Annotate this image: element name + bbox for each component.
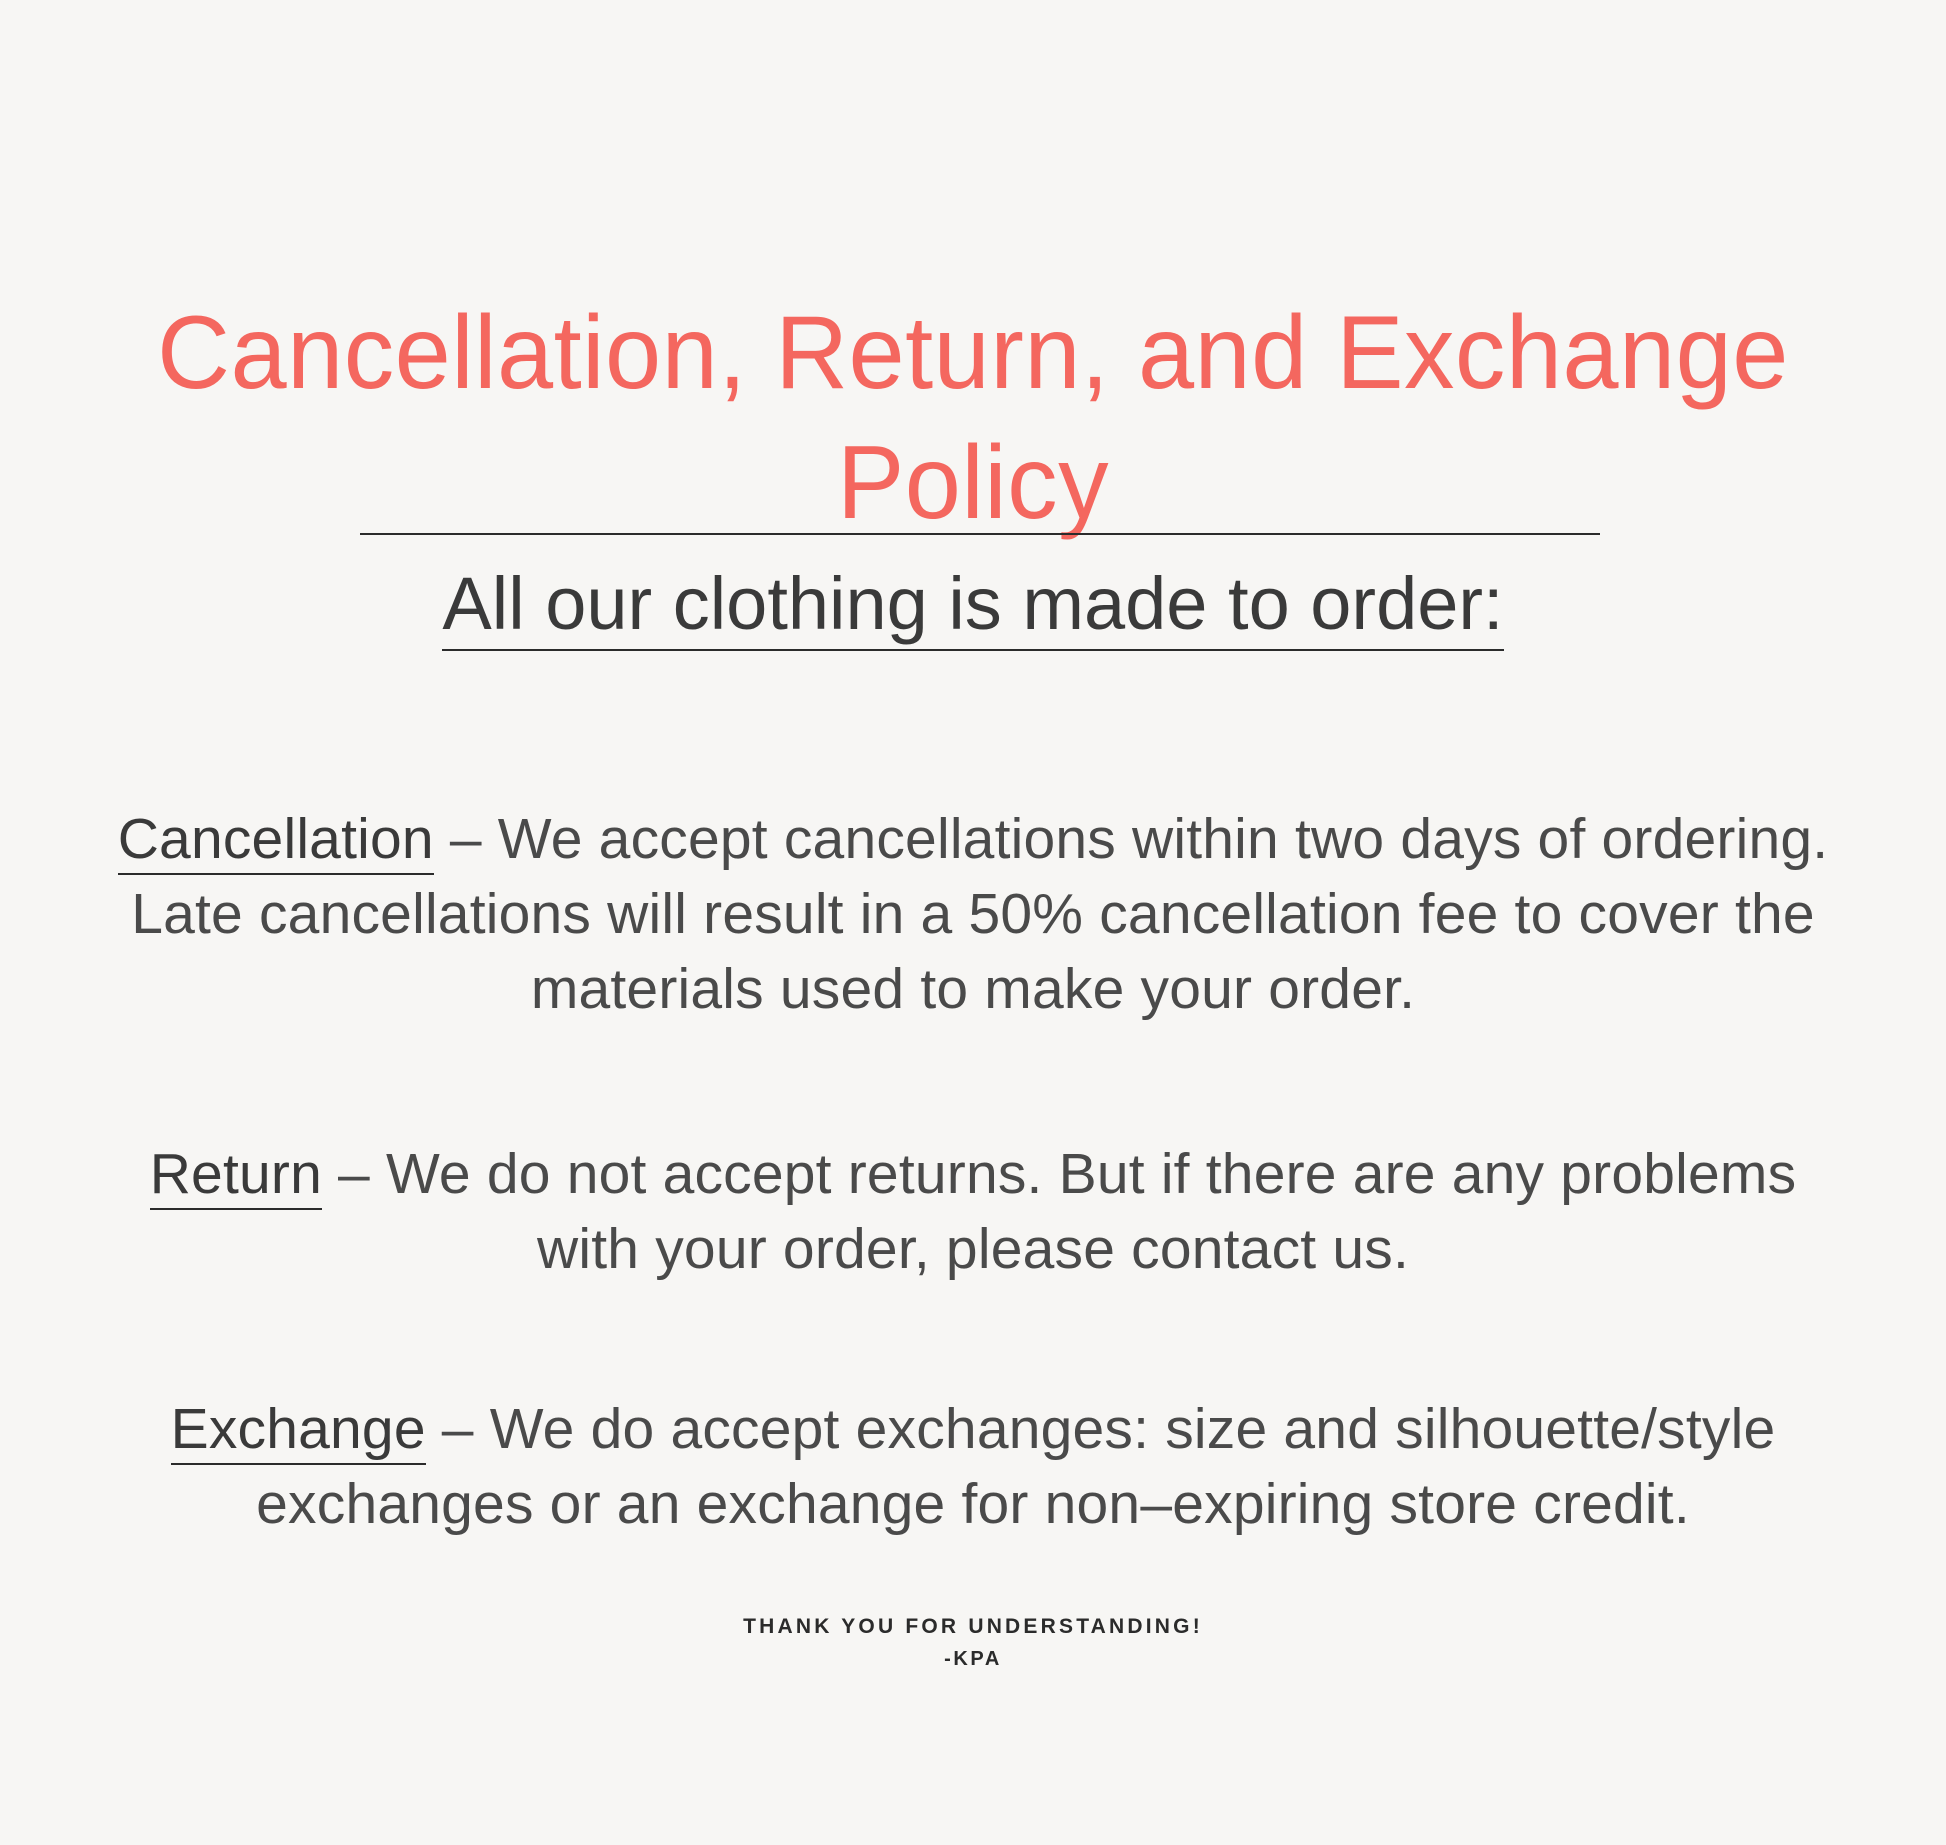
section-return-lead: Return (150, 1142, 322, 1210)
section-cancellation-text: – We accept cancellations within two days of ordering. Late cancellations will result in a 50% cancellation fee to cover the materials used to make your order. (131, 807, 1829, 1022)
page-title: Cancellation, Return, and Exchange Policy (157, 294, 1789, 541)
footer-thanks: THANK YOU FOR UNDERSTANDING! (743, 1615, 1203, 1638)
section-exchange (110, 1392, 1836, 1542)
section-return (110, 1137, 1836, 1287)
footer (0, 1615, 1946, 1671)
section-cancellation (110, 802, 1836, 1028)
section-exchange-text: – We do accept exchanges: size and silhouette/style exchanges or an exchange for non–expiring store credit. (256, 1397, 1776, 1537)
footer-signature: -KPA (944, 1648, 1002, 1670)
subtitle-text: All our clothing is made to order: (442, 562, 1503, 651)
section-return-text: – We do not accept returns. But if there are any problems with your order, please contact us. (321, 1142, 1797, 1282)
section-cancellation-lead: Cancellation (118, 807, 434, 875)
section-exchange-lead: Exchange (171, 1397, 426, 1465)
title-divider (360, 533, 1600, 535)
subtitle (0, 560, 1946, 649)
